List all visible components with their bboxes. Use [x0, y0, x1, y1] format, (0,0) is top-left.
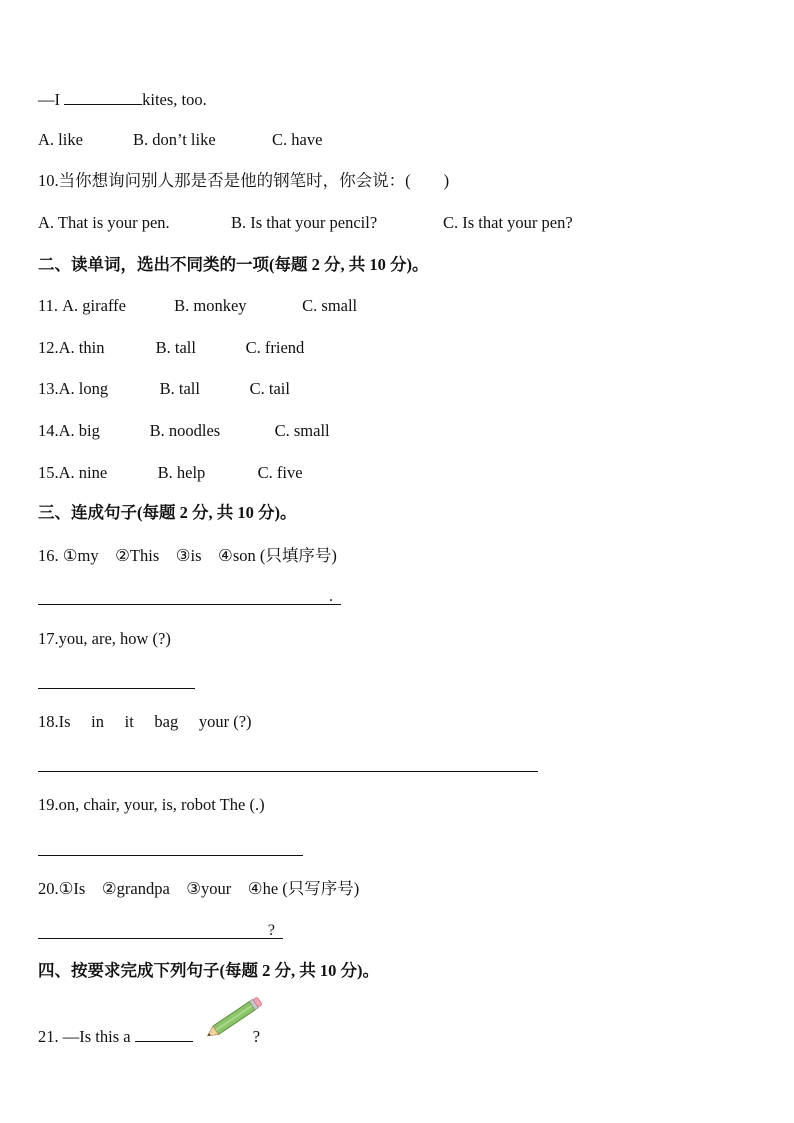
q20-answer-line[interactable] [38, 920, 283, 939]
q16-answer-end: . [329, 588, 333, 605]
section4-title: 四、按要求完成下列句子(每题 2 分, 共 10 分)。 [38, 961, 379, 980]
q11 [38, 296, 357, 316]
q16-question: 16. ①my ②This ③is ④son (只填序号) [38, 546, 337, 565]
q13-option-b[interactable]: B. tall [159, 379, 200, 398]
section3-title: 三、连成句子(每题 2 分, 共 10 分)。 [38, 503, 297, 522]
q13-option-a[interactable]: A. long [58, 379, 109, 398]
q12 [38, 338, 304, 358]
q12-option-a[interactable]: A. thin [58, 338, 105, 357]
q15-option-c[interactable]: C. five [257, 463, 303, 482]
q14-number: 14. [38, 421, 59, 440]
q9-option-b[interactable]: B. don’t like [133, 130, 216, 149]
q19-question: 19.on, chair, your, is, robot The (.) [38, 795, 265, 814]
q15 [38, 463, 303, 483]
q17-question: 17.you, are, how (?) [38, 629, 171, 648]
q16-answer-line[interactable] [38, 586, 341, 605]
q9-option-a[interactable]: A. like [38, 130, 83, 149]
q14-option-a[interactable]: A. big [58, 421, 100, 440]
pencil-icon [200, 995, 268, 1041]
q13-number: 13. [38, 379, 59, 398]
q10-options [38, 213, 573, 233]
q13 [38, 379, 290, 399]
q11-option-a[interactable]: A. giraffe [62, 296, 126, 315]
q15-number: 15. [38, 463, 59, 482]
q9-option-c[interactable]: C. have [272, 130, 323, 149]
q10-question: 10.当你想询问别人那是否是他的钢笔时，你会说：( ) [38, 171, 450, 190]
q14-option-c[interactable]: C. small [274, 421, 330, 440]
q18-answer-line[interactable] [38, 753, 538, 772]
q14 [38, 421, 330, 441]
q14-option-b[interactable]: B. noodles [149, 421, 221, 440]
q15-option-b[interactable]: B. help [157, 463, 206, 482]
q11-option-b[interactable]: B. monkey [174, 296, 247, 315]
q12-option-b[interactable]: B. tall [155, 338, 196, 357]
q17-answer-line[interactable] [38, 670, 195, 689]
q9-prefix: —I [38, 90, 65, 109]
q10-option-b[interactable]: B. Is that your pencil? [231, 213, 378, 232]
q12-option-c[interactable]: C. friend [245, 338, 305, 357]
q19-answer-line[interactable] [38, 837, 303, 856]
q9-suffix: kites, too. [142, 90, 207, 109]
q9-options [38, 130, 322, 150]
q15-option-a[interactable]: A. nine [58, 463, 108, 482]
q9-blank[interactable] [64, 88, 142, 105]
q9-sentence [38, 88, 207, 110]
q10-option-a[interactable]: A. That is your pen. [38, 213, 170, 232]
q10-option-c[interactable]: C. Is that your pen? [443, 213, 573, 232]
q21-blank[interactable] [135, 1025, 193, 1042]
q18-question: 18.Is in it bag your (?) [38, 712, 252, 731]
q20-question: 20.①Is ②grandpa ③your ④he (只写序号) [38, 879, 360, 898]
q21-suffix: ? [252, 1027, 261, 1046]
q12-number: 12. [38, 338, 59, 357]
section2-title: 二、读单词，选出不同类的一项(每题 2 分, 共 10 分)。 [38, 255, 429, 274]
q20-answer-end: ? [267, 922, 275, 939]
q13-option-c[interactable]: C. tail [249, 379, 290, 398]
q11-option-c[interactable]: C. small [302, 296, 358, 315]
q11-number: 11. [38, 296, 59, 315]
q21-prefix: 21. —Is this a [38, 1027, 135, 1046]
